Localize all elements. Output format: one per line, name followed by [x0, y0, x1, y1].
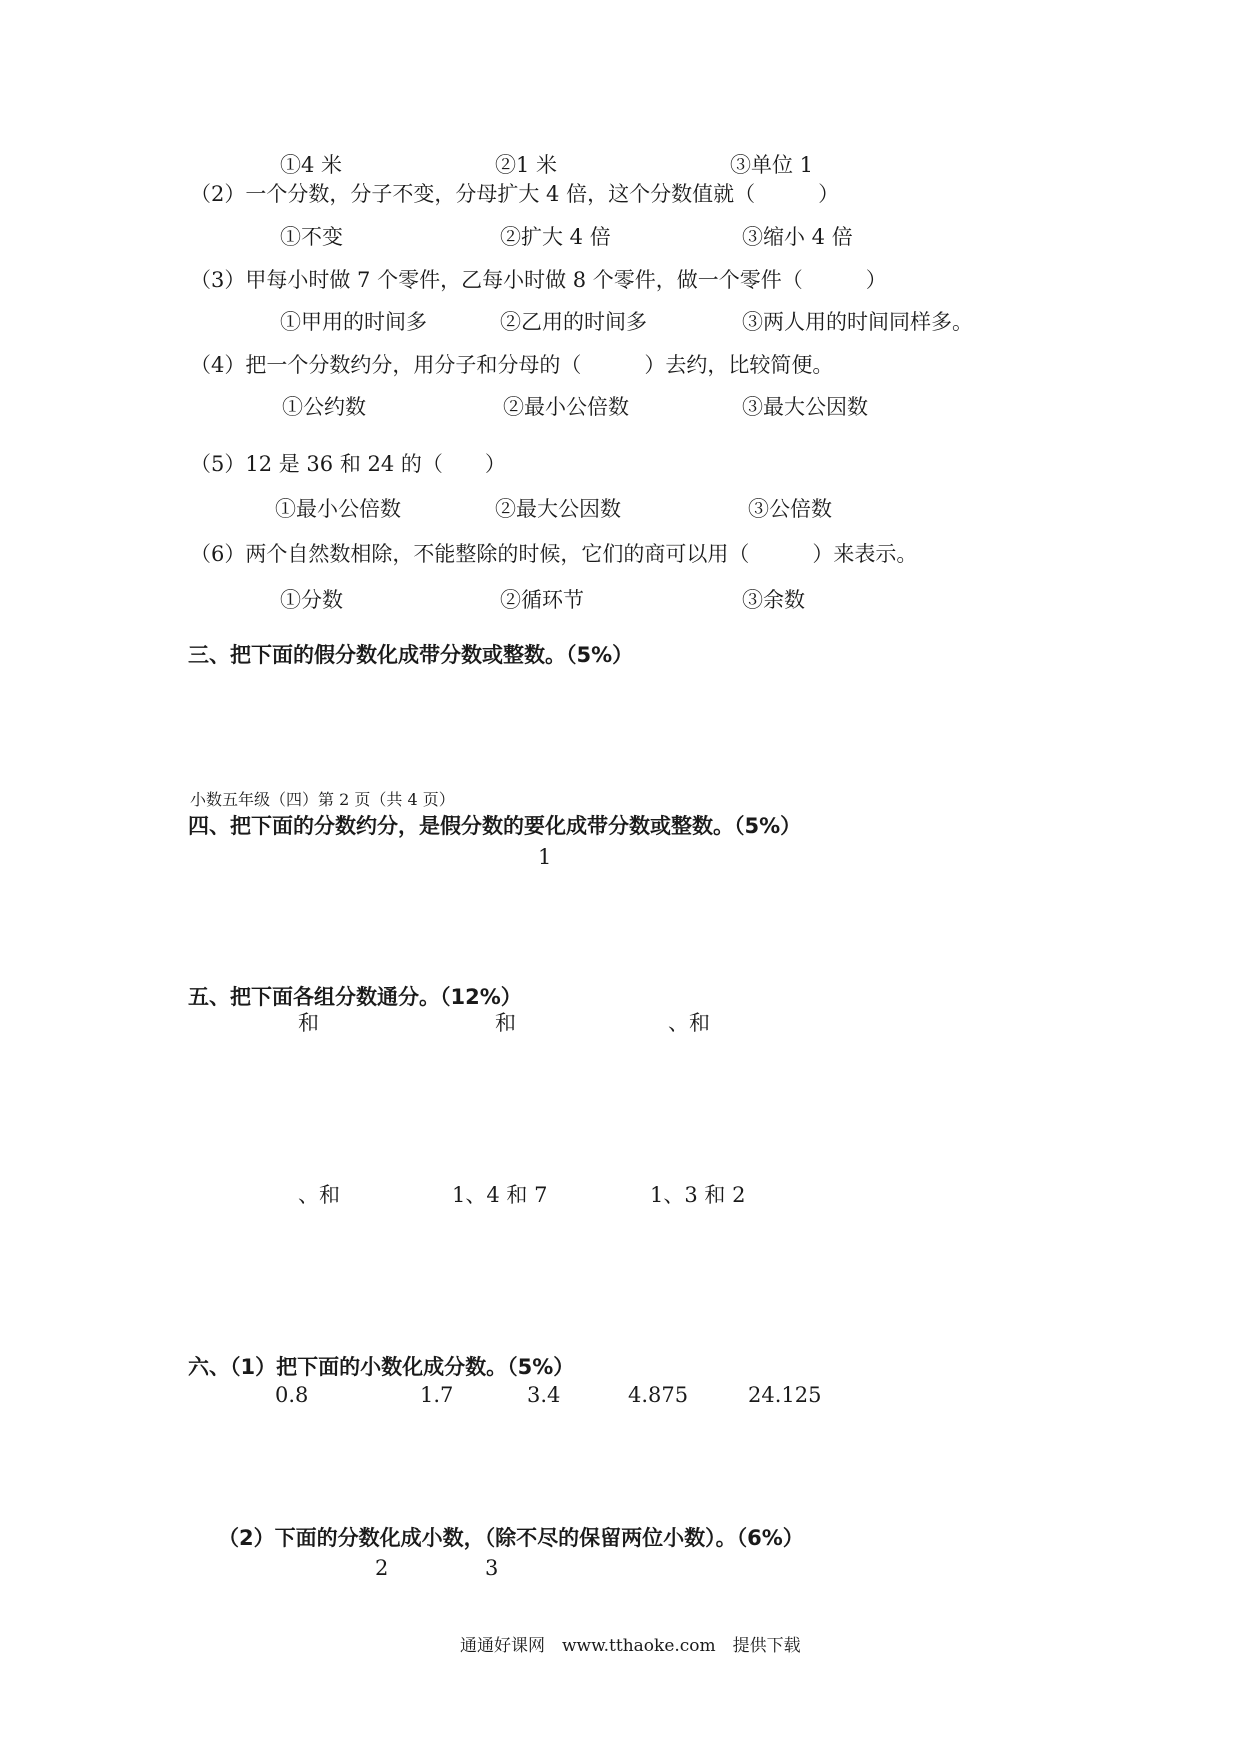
- option-text: ③公倍数: [748, 497, 832, 521]
- option-text: ②乙用的时间多: [500, 310, 647, 334]
- question-stem: （4）把一个分数约分，用分子和分母的（ ）去约，比较简便。: [190, 353, 834, 377]
- decimal-value: 3.4: [527, 1383, 561, 1407]
- option-text: ①分数: [280, 588, 343, 612]
- fraction-group: 1、3 和 2: [650, 1183, 746, 1207]
- option-text: ②循环节: [500, 588, 584, 612]
- option-text: ①4 米: [280, 153, 343, 177]
- option-text: ②1 米: [495, 153, 558, 177]
- decimal-value: 1.7: [420, 1383, 454, 1407]
- section-title: （2）下面的分数化成小数，（除不尽的保留两位小数）。（6%）: [218, 1526, 804, 1550]
- option-text: ③两人用的时间同样多。: [742, 310, 973, 334]
- option-text: ③余数: [742, 588, 805, 612]
- fraction-fragment: 3: [485, 1556, 499, 1580]
- fraction-group: 、和: [668, 1011, 710, 1035]
- option-text: ①甲用的时间多: [280, 310, 427, 334]
- footer-credit: 通通好课网 www.tthaoke.com 提供下载: [460, 1636, 801, 1656]
- fraction-fragment: 1: [538, 845, 552, 869]
- decimal-value: 0.8: [275, 1383, 309, 1407]
- fraction-fragment: 2: [375, 1556, 389, 1580]
- page-note: 小数五年级（四）第 2 页（共 4 页）: [190, 790, 455, 809]
- option-text: ③最大公因数: [742, 395, 868, 419]
- section-title: 五、把下面各组分数通分。（12%）: [188, 985, 522, 1009]
- section-title: 三、把下面的假分数化成带分数或整数。（5%）: [188, 643, 634, 667]
- decimal-value: 4.875: [628, 1383, 689, 1407]
- fraction-group: 和: [298, 1011, 319, 1035]
- decimal-value: 24.125: [748, 1383, 822, 1407]
- option-text: ②最小公倍数: [503, 395, 629, 419]
- option-text: ③缩小 4 倍: [742, 225, 853, 249]
- question-stem: （3）甲每小时做 7 个零件，乙每小时做 8 个零件，做一个零件（ ）: [190, 268, 887, 292]
- option-text: ③单位 1: [730, 153, 814, 177]
- option-text: ①不变: [280, 225, 343, 249]
- option-text: ②扩大 4 倍: [500, 225, 611, 249]
- question-stem: （2）一个分数，分子不变，分母扩大 4 倍，这个分数值就（ ）: [190, 182, 840, 206]
- question-stem: （6）两个自然数相除，不能整除的时候，它们的商可以用（ ）来表示。: [190, 542, 918, 566]
- question-stem: （5）12 是 36 和 24 的（ ）: [190, 452, 506, 476]
- option-text: ①公约数: [282, 395, 366, 419]
- option-text: ①最小公倍数: [275, 497, 401, 521]
- section-title: 四、把下面的分数约分，是假分数的要化成带分数或整数。（5%）: [188, 814, 802, 838]
- fraction-group: 和: [495, 1011, 516, 1035]
- section-title: 六、（1）把下面的小数化成分数。（5%）: [188, 1355, 575, 1379]
- fraction-group: 1、4 和 7: [452, 1183, 548, 1207]
- option-text: ②最大公因数: [495, 497, 621, 521]
- fraction-group: 、和: [298, 1183, 340, 1207]
